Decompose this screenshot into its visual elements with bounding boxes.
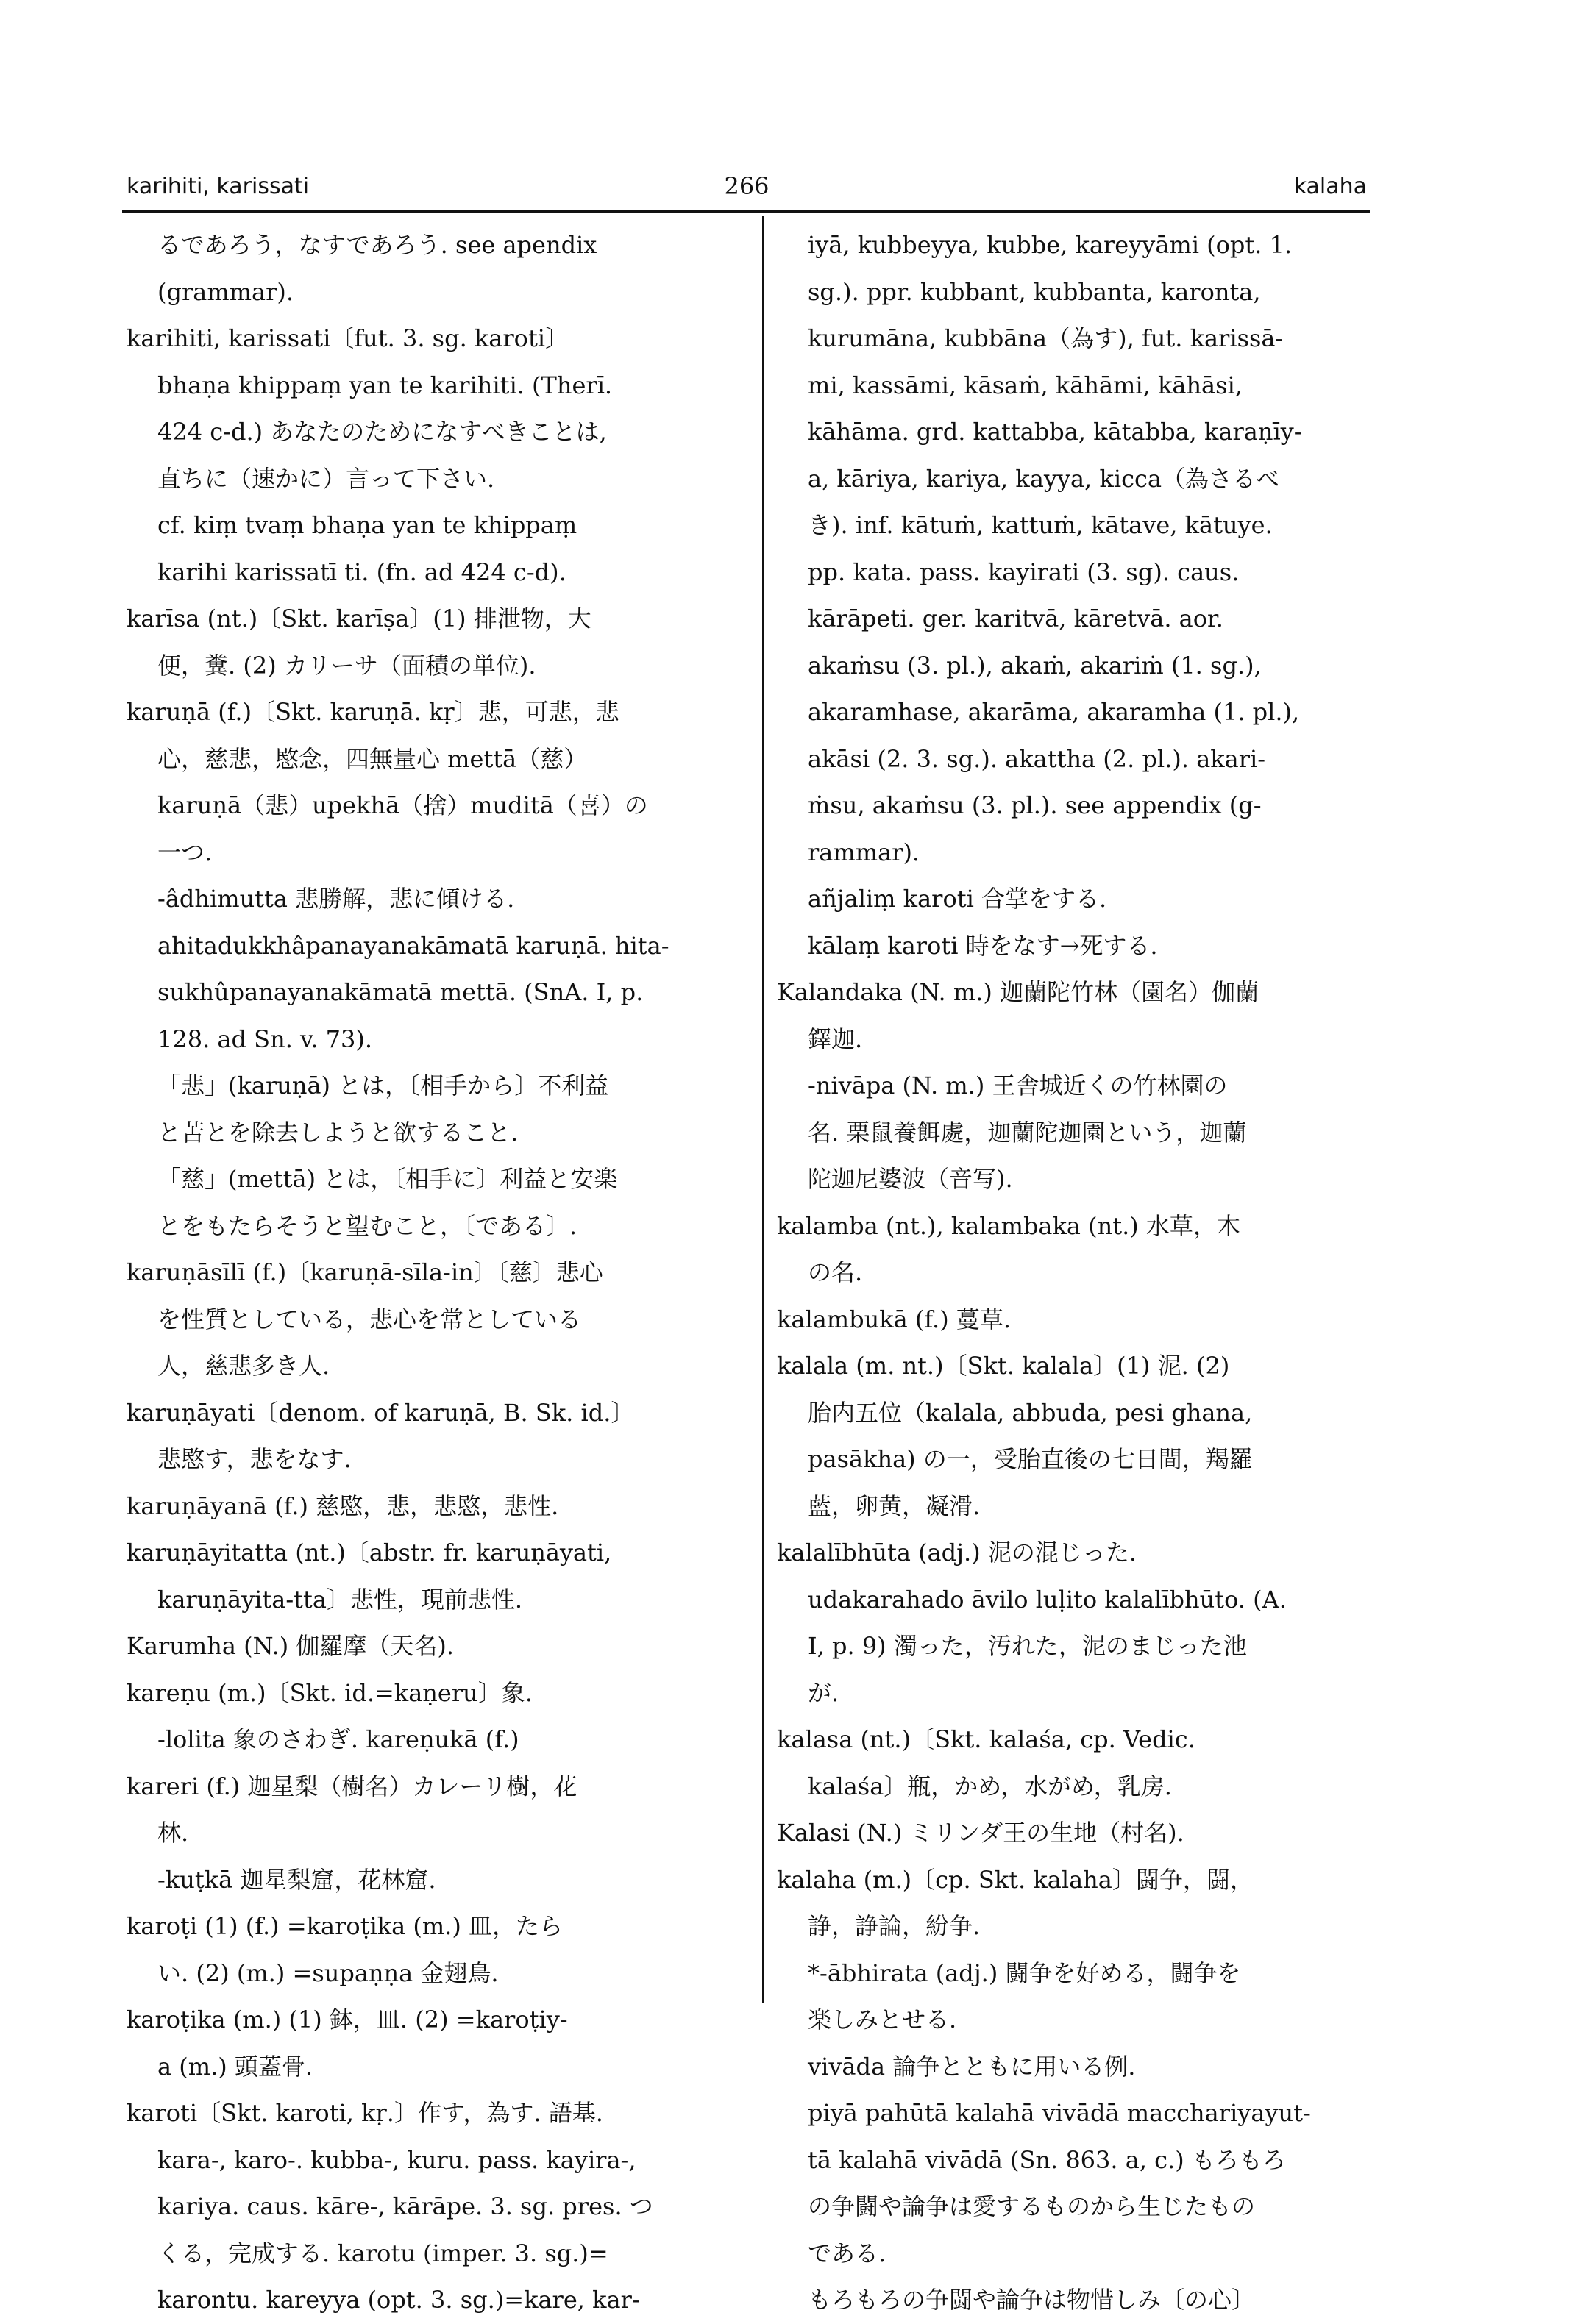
entry-text-line: 諍，諍論，紛争. [808, 1912, 981, 1940]
entry-text-line: 「悲」(karuṇā) とは，〔相手から〕不利益 [157, 1072, 609, 1099]
entry-text-line: 陀迦尼婆波（音写). [808, 1165, 1013, 1193]
entry-text-line: karontu. kareyya (opt. 3. sg.)=kare, kar- [157, 2286, 640, 2314]
entry-text-line: の争闘や論争は愛するものから生じたもの [808, 2192, 1256, 2220]
entry-text-line: もろもろの争闘や論争は物惜しみ〔の心〕 [808, 2286, 1256, 2314]
entry-text-line: cf. kiṃ tvaṃ bhaṇa yan te khippaṃ [157, 511, 577, 539]
entry-text-line: 楽しみとせる. [808, 2006, 957, 2034]
entry-headword-line: karuṇāsīlī (f.)〔karuṇā-sīla-in〕〔慈〕悲心 [127, 1258, 603, 1286]
entry-text-line: akaramhase, akarāma, akaramha (1. pl.), [808, 698, 1300, 726]
entry-text-line: 胎内五位（kalala, abbuda, pesi ghana, [808, 1398, 1253, 1427]
entry-text-line: piyā pahūtā kalahā vivādā macchariyayut- [808, 2099, 1311, 2127]
entry-text-line: 一つ. [157, 838, 213, 866]
entry-headword-line: karoṭika (m.) (1) 鉢，皿. (2) =karoṭiy- [127, 2006, 568, 2034]
entry-text-line: 「慈」(mettā) とは，〔相手に〕利益と安楽 [157, 1165, 618, 1193]
entry-text-line: kariya. caus. kāre-, kārāpe. 3. sg. pres. つ [157, 2192, 653, 2220]
entry-headword-line: Kalasi (N.) ミリンダ王の生地（村名). [777, 1819, 1184, 1847]
entry-text-line: 128. ad Sn. v. 73). [157, 1024, 373, 1053]
left-column [127, 222, 746, 2324]
entry-text-line: akāsi (2. 3. sg.). akattha (2. pl.). akari- [808, 744, 1266, 773]
entry-text-line: の名. [808, 1258, 863, 1286]
entry-text-line: kara-, karo-. kubba-, kuru. pass. kayira-, [157, 2145, 636, 2174]
entry-text-line: 便，糞. (2) カリーサ（面積の単位). [157, 651, 536, 680]
entry-text-line: I, p. 9) 濁った，汚れた，泥のまじった池 [808, 1632, 1247, 1660]
entry-text-line: 名. 栗鼠養餌處，迦蘭陀迦園という，迦蘭 [808, 1118, 1247, 1147]
header-left-guideword: karihiti, karissati [127, 174, 310, 199]
entry-headword-line: kalamba (nt.), kalambaka (nt.) 水草，木 [777, 1211, 1240, 1240]
entry-text-line: が. [808, 1678, 839, 1707]
entry-text-line: akaṁsu (3. pl.), akaṁ, akariṁ (1. sg.), [808, 651, 1262, 680]
entry-text-line: karuṇā（悲）upekhā（捨）muditā（喜）の [157, 791, 648, 819]
header-right-guideword: kalaha [1293, 174, 1367, 199]
entry-text-line: -nivāpa (N. m.) 王舎城近くの竹林園の [808, 1072, 1228, 1099]
entry-text-line: kārāpeti. ger. karitvā, kāretvā. aor. [808, 605, 1223, 632]
entry-text-line: pp. kata. pass. kayirati (3. sg). caus. [808, 557, 1240, 586]
entry-text-line: -lolita 象のさわぎ. kareṇukā (f.) [157, 1725, 519, 1753]
column-divider [762, 216, 764, 2003]
entry-text-line: pasākha) の一，受胎直後の七日間，羯羅 [808, 1445, 1253, 1473]
entry-headword-line: kareṇu (m.)〔Skt. id.=kaṇeru〕象. [127, 1678, 533, 1707]
entry-headword-line: karuṇāyitatta (nt.)〔abstr. fr. karuṇāyati, [127, 1539, 612, 1566]
entry-text-line: a, kāriya, kariya, kayya, kicca（為さるべ [808, 464, 1280, 493]
entry-text-line: 林. [157, 1819, 189, 1847]
entry-text-line: -âdhimutta 悲勝解，悲に傾ける. [157, 885, 515, 913]
entry-text-line: 悲愍す，悲をなす. [157, 1445, 352, 1473]
entry-text-line: くる，完成する. karotu (imper. 3. sg.)= [157, 2239, 608, 2267]
entry-text-line: sg.). ppr. kubbant, kubbanta, karonta, [808, 277, 1261, 306]
right-column [777, 222, 1374, 2324]
entry-text-line: karihi karissatī ti. (fn. ad 424 c-d). [157, 557, 566, 586]
entry-text-line: sukhûpanayanakāmatā mettā. (SnA. I, p. [157, 978, 644, 1006]
entry-text-line: karuṇāyita-tta〕悲性，現前悲性. [157, 1585, 523, 1614]
entry-headword-line: kalaha (m.)〔cp. Skt. kalaha〕闘争，闘， [777, 1865, 1254, 1894]
entry-text-line: るであろう，なすであろう. see apendix [157, 231, 597, 259]
entry-text-line: a (m.) 頭蓋骨. [157, 2052, 313, 2081]
entry-headword-line: karuṇāyati〔denom. of karuṇā, B. Sk. id.〕 [127, 1398, 635, 1427]
entry-text-line: とをもたらそうと望むこと，〔である〕. [157, 1211, 577, 1240]
entry-text-line: *-ābhirata (adj.) 闘争を好める，闘争を [808, 1958, 1241, 1987]
entry-headword-line: karihiti, karissati〔fut. 3. sg. karoti〕 [127, 324, 569, 352]
entry-text-line: kāhāma. grd. kattabba, kātabba, karaṇīy- [808, 418, 1302, 446]
entry-text-line: (grammar). [157, 277, 294, 306]
entry-headword-line: kalala (m. nt.)〔Skt. kalala〕(1) 泥. (2) [777, 1352, 1230, 1380]
entry-text-line: añjaliṃ karoti 合掌をする. [808, 885, 1107, 913]
entry-headword-line: Kalandaka (N. m.) 迦蘭陀竹林（園名）伽蘭 [777, 978, 1259, 1006]
entry-headword-line: kalalībhūta (adj.) 泥の混じった. [777, 1539, 1137, 1566]
entry-text-line: tā kalahā vivādā (Sn. 863. a, c.) もろもろ [808, 2145, 1286, 2174]
entry-text-line: 鐸迦. [808, 1024, 863, 1053]
entry-headword-line: karuṇāyanā (f.) 慈愍，悲，悲愍，悲性. [127, 1491, 559, 1520]
entry-text-line: iyā, kubbeyya, kubbe, kareyyāmi (opt. 1. [808, 231, 1293, 259]
entry-text-line: 424 c-d.) あなたのためになすべきことは, [157, 418, 607, 446]
entry-text-line: 人，慈悲多き人. [157, 1352, 330, 1380]
entry-headword-line: karoti〔Skt. karoti, kṛ.〕作す，為す. 語基. [127, 2099, 603, 2127]
entry-headword-line: Karumha (N.) 伽羅摩（天名). [127, 1632, 455, 1660]
entry-text-line: rammar). [808, 838, 920, 866]
entry-text-line: 心，慈悲，愍念，四無量心 mettā（慈） [157, 744, 588, 773]
entry-text-line: bhaṇa khippaṃ yan te karihiti. (Therī. [157, 371, 613, 399]
entry-headword-line: karoṭi (1) (f.) =karoṭika (m.) 皿，たら [127, 1912, 564, 1940]
entry-headword-line: kalasa (nt.)〔Skt. kalaśa, cp. Vedic. [777, 1725, 1195, 1753]
entry-text-line: vivāda 論争とともに用いる例. [808, 2052, 1136, 2081]
entry-text-line: kālaṃ karoti 時をなす→死する. [808, 931, 1158, 960]
entry-text-line: 藍，卵黄，凝滑. [808, 1491, 981, 1520]
entry-text-line: 直ちに（速かに）言って下さい. [157, 464, 495, 493]
entry-headword-line: karuṇā (f.)〔Skt. karuṇā. kṛ〕悲，可悲，悲 [127, 698, 619, 726]
entry-text-line: と苦とを除去しようと欲すること. [157, 1118, 519, 1147]
entry-text-line: kurumāna, kubbāna（為す), fut. karissā- [808, 324, 1284, 352]
entry-text-line: ahitadukkhâpanayanakāmatā karuṇā. hita- [157, 931, 669, 960]
entry-text-line: き). inf. kātuṁ, kattuṁ, kātave, kātuye. [808, 511, 1273, 539]
entry-headword-line: kareri (f.) 迦星梨（樹名）カレーリ樹，花 [127, 1772, 577, 1800]
entry-text-line: udakarahado āvilo luḷito kalalībhūto. (A. [808, 1585, 1287, 1614]
entry-text-line: である. [808, 2239, 886, 2267]
entry-text-line: kalaśa〕瓶，かめ，水がめ，乳房. [808, 1772, 1172, 1800]
entry-headword-line: karīsa (nt.)〔Skt. karīṣa〕(1) 排泄物，大 [127, 605, 591, 632]
header-rule [122, 210, 1370, 213]
entry-headword-line: kalambukā (f.) 蔓草. [777, 1305, 1012, 1333]
entry-text-line: -kuṭkā 迦星梨窟，花林窟. [157, 1865, 436, 1894]
page-number: 266 [724, 172, 770, 200]
entry-text-line: い. (2) (m.) =supaṇṇa 金翅鳥. [157, 1958, 499, 1987]
entry-text-line: を性質としている，悲心を常としている [157, 1305, 582, 1333]
entry-text-line: mi, kassāmi, kāsaṁ, kāhāmi, kāhāsi, [808, 371, 1243, 399]
entry-text-line: ṁsu, akaṁsu (3. pl.). see appendix (g- [808, 791, 1262, 819]
